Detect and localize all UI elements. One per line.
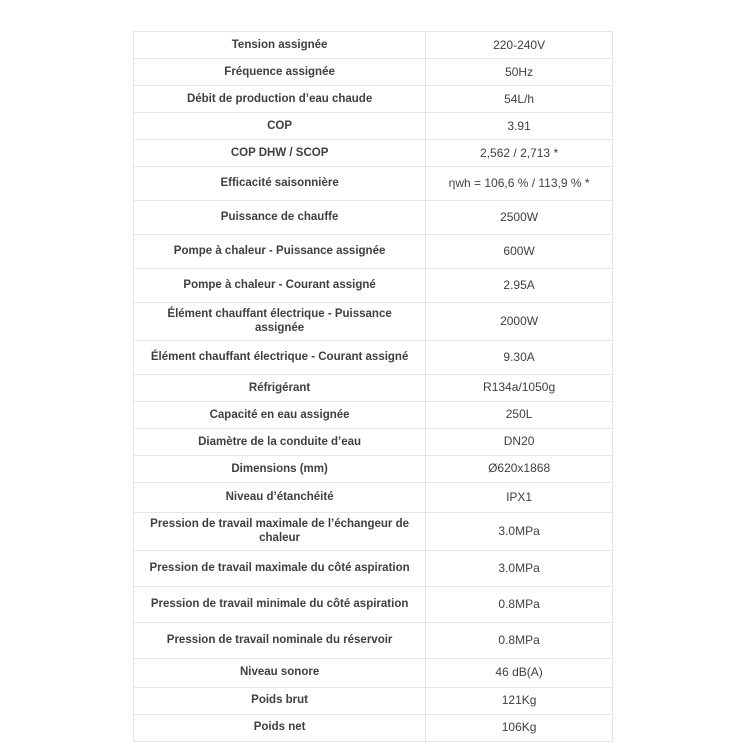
spec-label-cell: Puissance de chauffe	[134, 201, 426, 235]
spec-value-cell: 106Kg	[426, 714, 613, 741]
spec-label-cell: Niveau sonore	[134, 658, 426, 687]
spec-label-cell: Pression de travail maximale de l’échangeur de chaleur	[134, 512, 426, 550]
spec-value-cell: 0.8MPa	[426, 586, 613, 622]
spec-value-cell: 2000W	[426, 303, 613, 341]
spec-value-cell: Ø620x1868	[426, 455, 613, 482]
spec-value-cell: 220-240V	[426, 32, 613, 59]
spec-row	[134, 32, 613, 59]
spec-row	[134, 374, 613, 401]
spec-label-cell: Pression de travail minimale du côté aspiration	[134, 586, 426, 622]
spec-label-cell: COP	[134, 113, 426, 140]
spec-value-cell: 600W	[426, 235, 613, 269]
spec-row	[134, 113, 613, 140]
spec-label-cell: Dimensions (mm)	[134, 455, 426, 482]
spec-value-cell: 250L	[426, 401, 613, 428]
spec-row	[134, 512, 613, 550]
spec-label-cell: Pression de travail nominale du réservoir	[134, 622, 426, 658]
spec-label-cell: Pression de travail maximale du côté aspiration	[134, 550, 426, 586]
spec-label-cell: Pompe à chaleur - Courant assigné	[134, 269, 426, 303]
spec-label-cell: Poids brut	[134, 687, 426, 714]
spec-value-cell: 54L/h	[426, 86, 613, 113]
spec-row	[134, 622, 613, 658]
spec-row	[134, 86, 613, 113]
spec-value-cell: 46 dB(A)	[426, 658, 613, 687]
spec-row	[134, 201, 613, 235]
spec-value-cell: 2.95A	[426, 269, 613, 303]
spec-row	[134, 59, 613, 86]
spec-row	[134, 235, 613, 269]
spec-value-cell: 3.0MPa	[426, 512, 613, 550]
spec-label-cell: Réfrigérant	[134, 374, 426, 401]
spec-row	[134, 658, 613, 687]
spec-row	[134, 140, 613, 167]
spec-value-cell: R134a/1050g	[426, 374, 613, 401]
spec-row	[134, 340, 613, 374]
spec-value-cell: DN20	[426, 428, 613, 455]
spec-row	[134, 586, 613, 622]
spec-value-cell: 0.8MPa	[426, 622, 613, 658]
spec-row	[134, 687, 613, 714]
spec-row	[134, 455, 613, 482]
spec-label-cell: Élément chauffant électrique - Courant assigné	[134, 340, 426, 374]
spec-row	[134, 269, 613, 303]
spec-label-cell: Tension assignée	[134, 32, 426, 59]
spec-label-cell: Pompe à chaleur - Puissance assignée	[134, 235, 426, 269]
spec-label-cell: Fréquence assignée	[134, 59, 426, 86]
spec-label-cell: Capacité en eau assignée	[134, 401, 426, 428]
spec-value-cell: 2500W	[426, 201, 613, 235]
spec-value-cell: ηwh = 106,6 % / 113,9 % *	[426, 167, 613, 201]
spec-row	[134, 714, 613, 741]
spec-label-cell: Élément chauffant électrique - Puissance assignée	[134, 303, 426, 341]
spec-value-cell: 3.0MPa	[426, 550, 613, 586]
spec-value-cell: 121Kg	[426, 687, 613, 714]
spec-label-cell: Diamètre de la conduite d’eau	[134, 428, 426, 455]
spec-row	[134, 482, 613, 512]
spec-label-cell: Débit de production d’eau chaude	[134, 86, 426, 113]
spec-table-body	[134, 32, 613, 742]
spec-row	[134, 303, 613, 341]
spec-row	[134, 550, 613, 586]
spec-row	[134, 428, 613, 455]
spec-value-cell: IPX1	[426, 482, 613, 512]
spec-value-cell: 50Hz	[426, 59, 613, 86]
spec-label-cell: Niveau d’étanchéité	[134, 482, 426, 512]
spec-label-cell: Efficacité saisonnière	[134, 167, 426, 201]
spec-row	[134, 167, 613, 201]
spec-label-cell: Poids net	[134, 714, 426, 741]
spec-row	[134, 401, 613, 428]
spec-value-cell: 2,562 / 2,713 *	[426, 140, 613, 167]
spec-value-cell: 3.91	[426, 113, 613, 140]
spec-value-cell: 9.30A	[426, 340, 613, 374]
spec-label-cell: COP DHW / SCOP	[134, 140, 426, 167]
spec-table	[133, 31, 613, 742]
